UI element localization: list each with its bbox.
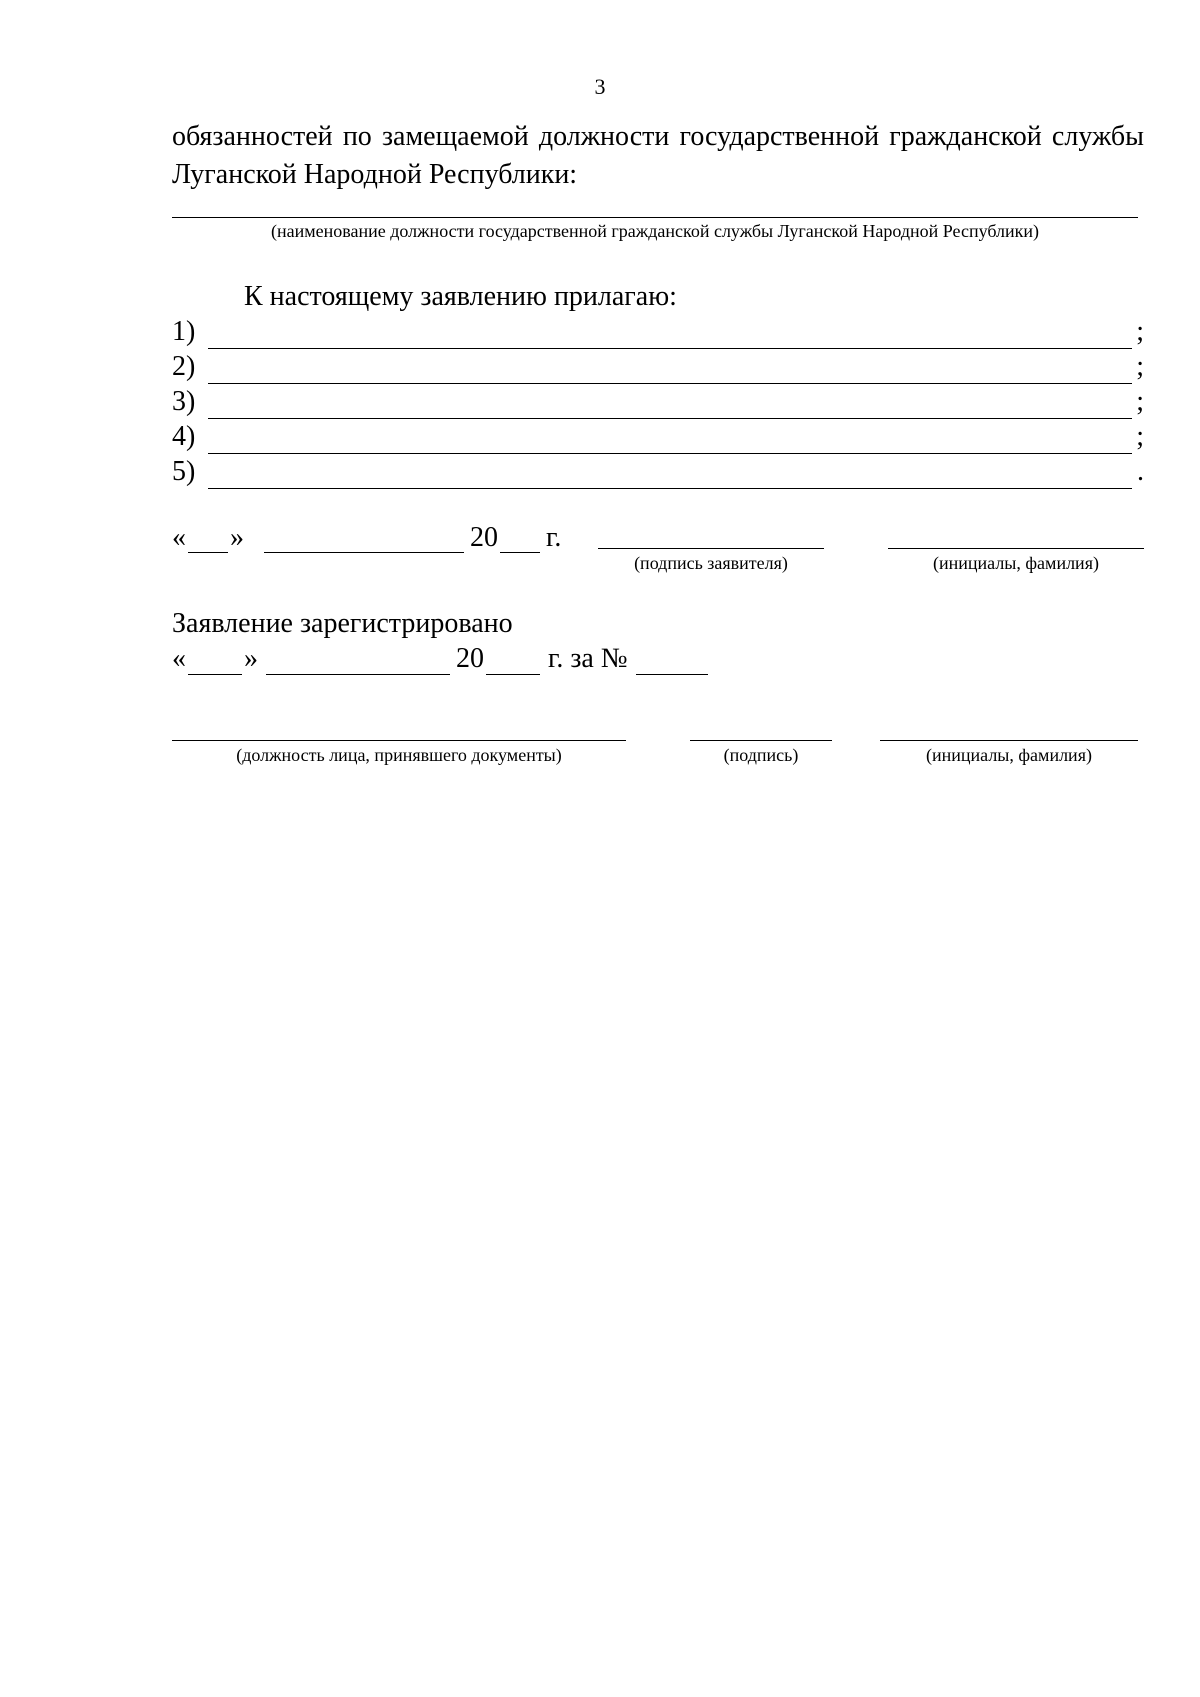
receiver-position-caption: (должность лица, принявшего документы) (236, 745, 562, 765)
date-year-field[interactable] (500, 552, 540, 553)
receiver-position-line[interactable] (172, 740, 626, 741)
registration-number-field[interactable] (636, 674, 708, 675)
attachment-field-line[interactable] (208, 418, 1132, 419)
attachment-number: 2) (172, 351, 196, 382)
registration-heading: Заявление зарегистрировано (172, 608, 513, 639)
registration-close-quote: » (244, 643, 258, 674)
attachment-item[interactable] (172, 423, 1144, 457)
receiver-name-caption: (инициалы, фамилия) (926, 745, 1092, 765)
applicant-signature-caption: (подпись заявителя) (634, 553, 788, 573)
receiver-name-line[interactable] (880, 740, 1138, 741)
registration-month-field[interactable] (266, 674, 450, 675)
body-text: обязанностей по замещаемой должности государственной гражданской службы Луганской Народной Республики: (172, 121, 1144, 190)
registration-open-quote: « (172, 643, 186, 674)
registration-day-field[interactable] (188, 674, 242, 675)
registration-year-field[interactable] (486, 674, 540, 675)
attachment-field-line[interactable] (208, 453, 1132, 454)
receiver-signature-caption: (подпись) (723, 745, 799, 765)
attachment-item[interactable] (172, 353, 1144, 387)
attachment-item[interactable] (172, 458, 1144, 492)
registration-year-prefix: 20 (456, 643, 484, 674)
attachment-punctuation: ; (1136, 386, 1144, 417)
date-year-suffix: г. (546, 522, 562, 553)
attachment-field-line[interactable] (208, 348, 1132, 349)
applicant-name-caption: (инициалы, фамилия) (933, 553, 1099, 573)
attachment-field-line[interactable] (208, 488, 1132, 489)
receiver-signature-line[interactable] (690, 740, 832, 741)
attachment-field-line[interactable] (208, 383, 1132, 384)
applicant-name-line[interactable] (888, 548, 1144, 549)
registration-year-suffix: г. за № (548, 643, 628, 674)
date-open-quote: « (172, 522, 186, 553)
attachment-punctuation: ; (1136, 421, 1144, 452)
attachment-number: 3) (172, 386, 196, 417)
date-day-field[interactable] (188, 552, 228, 553)
attachment-punctuation: ; (1136, 351, 1144, 382)
position-field-line[interactable] (172, 217, 1138, 218)
attachment-number: 4) (172, 421, 196, 452)
attachment-number: 5) (172, 456, 196, 487)
attachment-item[interactable] (172, 388, 1144, 422)
date-close-quote: » (230, 522, 244, 553)
attachment-item[interactable] (172, 318, 1144, 352)
date-year-prefix: 20 (470, 522, 498, 553)
position-caption: (наименование должности государственной гражданской службы Луганской Народной Республики) (270, 221, 1040, 241)
attachment-punctuation: ; (1136, 316, 1144, 347)
page-number: 3 (594, 74, 606, 99)
attachments-heading: К настоящему заявлению прилагаю: (244, 281, 677, 312)
attachment-number: 1) (172, 316, 196, 347)
attachment-punctuation: . (1137, 456, 1144, 487)
date-month-field[interactable] (264, 552, 464, 553)
applicant-signature-line[interactable] (598, 548, 824, 549)
